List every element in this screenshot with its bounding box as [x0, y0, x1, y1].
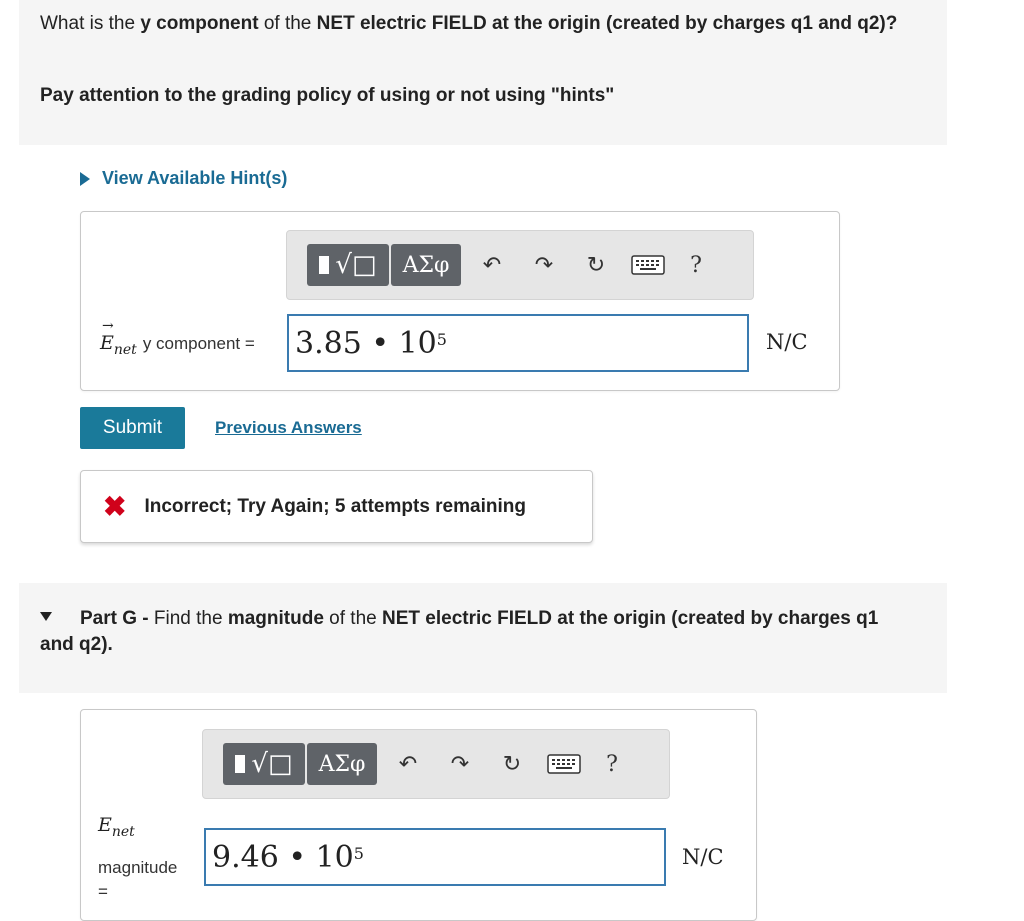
- answer-input-part-g[interactable]: [204, 828, 666, 886]
- square-icon: [235, 755, 245, 773]
- sqrt-icon: √□: [251, 749, 293, 779]
- e-letter: E: [100, 332, 114, 354]
- vector-arrow-icon: →: [102, 318, 114, 334]
- e-net-symbol: [100, 318, 137, 358]
- help-icon[interactable]: ?: [690, 252, 702, 278]
- answer-mantissa: 9.46 • 10: [212, 839, 354, 875]
- feedback-text: Incorrect; Try Again; 5 attempts remaining: [144, 495, 526, 517]
- keyboard-icon[interactable]: [547, 747, 581, 781]
- answer-input-part-f[interactable]: [287, 314, 749, 372]
- answer-exponent: 5: [436, 329, 447, 349]
- grading-note: Pay attention to the grading policy of using or not using "hints": [40, 85, 615, 106]
- greek-symbols-button[interactable]: ΑΣφ: [307, 743, 377, 785]
- net-subscript: net: [113, 341, 137, 358]
- caret-down-icon: [40, 612, 52, 621]
- magnitude-label: magnitude: [98, 858, 178, 877]
- question-text: What is the y component of the NET electric FIELD at the origin (created by charges q1 and q2)?: [40, 13, 898, 34]
- previous-answers-link[interactable]: Previous Answers: [215, 418, 362, 437]
- answer-exponent: 5: [353, 843, 364, 863]
- template-button[interactable]: [307, 244, 389, 286]
- undo-icon[interactable]: ↶: [482, 252, 502, 277]
- answer-label-part-f: [100, 318, 255, 358]
- undo-icon[interactable]: ↶: [398, 751, 418, 776]
- greek-symbols-button[interactable]: ΑΣφ: [391, 244, 461, 286]
- reset-icon[interactable]: ↻: [502, 751, 522, 776]
- part-g-text[interactable]: Part G - Find the magnitude of the NET electric FIELD at the origin (created by charges q1 and q2).: [40, 608, 879, 655]
- math-toolbar: [286, 230, 754, 300]
- net-subscript: net: [111, 823, 135, 840]
- e-letter: E: [98, 814, 112, 836]
- sqrt-icon: √□: [335, 250, 377, 280]
- redo-icon[interactable]: ↷: [450, 751, 470, 776]
- keyboard-icon[interactable]: [631, 248, 665, 282]
- redo-icon[interactable]: ↷: [534, 252, 554, 277]
- square-icon: [319, 256, 329, 274]
- feedback-panel: [80, 470, 593, 543]
- incorrect-x-icon: ✖: [103, 491, 127, 522]
- submit-button[interactable]: Submit: [80, 407, 185, 449]
- reset-icon[interactable]: ↻: [586, 252, 606, 277]
- y-component-label: y component =: [142, 334, 255, 353]
- template-button[interactable]: [223, 743, 305, 785]
- answer-mantissa: 3.85 • 10: [295, 325, 437, 361]
- e-net-symbol: [98, 814, 135, 840]
- view-hints-toggle[interactable]: [80, 168, 287, 189]
- math-toolbar-part-g: [202, 729, 670, 799]
- help-icon[interactable]: ?: [606, 751, 618, 777]
- unit-label: N/C: [766, 330, 808, 354]
- caret-right-icon: [80, 172, 90, 186]
- unit-label: N/C: [682, 845, 724, 869]
- view-hints-label: View Available Hint(s): [102, 168, 288, 188]
- equals-label: =: [98, 882, 108, 901]
